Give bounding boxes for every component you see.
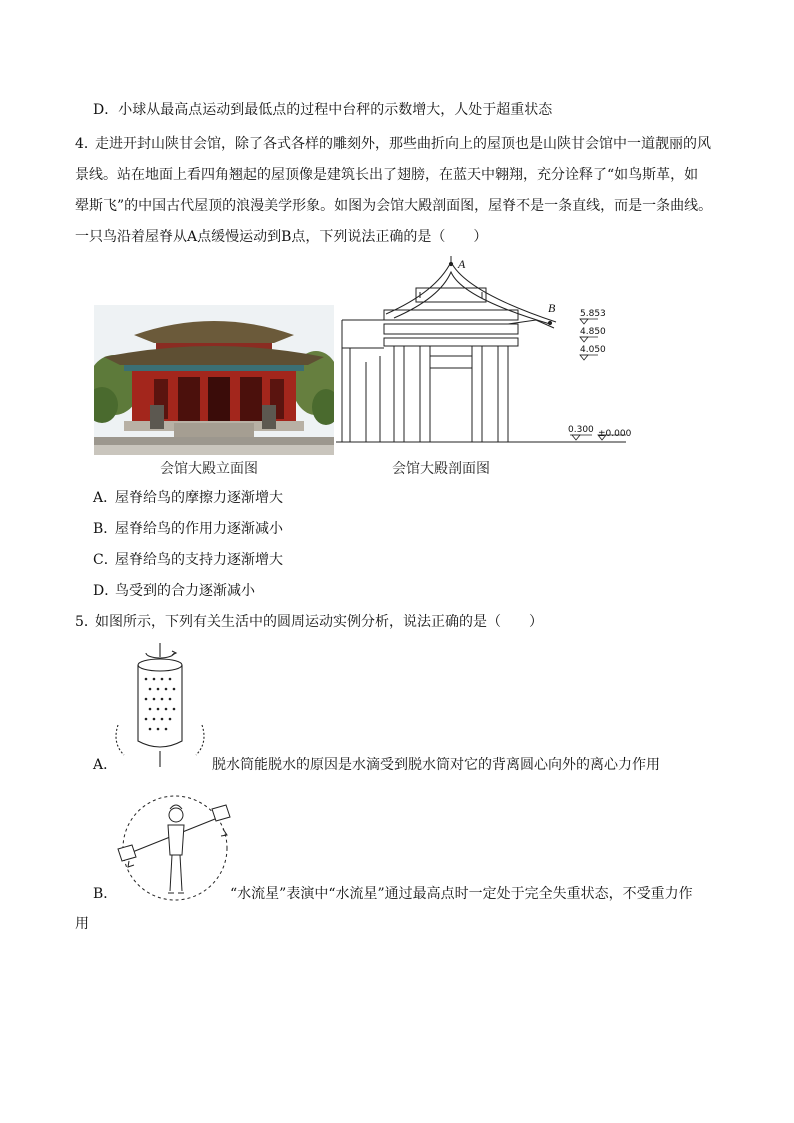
option-letter: B． bbox=[93, 521, 118, 537]
q5-option-a-letter: A． bbox=[93, 757, 118, 773]
point-a-label: A bbox=[458, 257, 466, 271]
option-letter: C． bbox=[93, 552, 118, 568]
temple-elevation-photo bbox=[94, 305, 334, 455]
option-text: 屋脊给鸟的摩擦力逐渐增大 bbox=[115, 490, 283, 506]
q4-option-b bbox=[93, 519, 283, 539]
q4-text-line-2: 景线。站在地面上看四角翘起的屋顶像是建筑长出了翅膀，在蓝天中翱翔，充分诠释了“如鸟斯革，如 bbox=[75, 167, 699, 183]
elevation-4050: 4.050 bbox=[580, 345, 606, 355]
q4-text-line-1: 走进开封山陕甘会馆，除了各式各样的雕刻外，那些曲折向上的屋顶也是山陕甘会馆中一道靓丽的风 bbox=[95, 136, 711, 152]
q3-option-d: D．小球从最高点运动到最低点的过程中台秤的示数增大，人处于超重状态 bbox=[93, 102, 553, 118]
water-meteor-performer-figure bbox=[112, 795, 238, 901]
q5-number: 5． bbox=[75, 614, 98, 630]
q5-stem: 如图所示，下列有关生活中的圆周运动实例分析，说法正确的是（ ） bbox=[95, 614, 543, 630]
q4-number: 4． bbox=[75, 136, 98, 152]
temple-section-drawing bbox=[336, 252, 636, 452]
option-letter: A． bbox=[93, 490, 118, 506]
q5-option-a-text: 脱水筒能脱水的原因是水滴受到脱水筒对它的背离圆心向外的离心力作用 bbox=[212, 757, 660, 773]
q5-option-b-text-cont: 用 bbox=[75, 916, 89, 932]
q4-text-line-3: 翚斯飞”的中国古代屋顶的浪漫美学形象。如图为会馆大殿剖面图，屋脊不是一条直线，而是一条曲线。 bbox=[75, 198, 713, 214]
q5-option-b-letter: B． bbox=[93, 886, 118, 902]
spin-dryer-drum-figure bbox=[110, 643, 210, 771]
point-b-label: B bbox=[548, 301, 556, 315]
elevation-0300: 0.300 bbox=[568, 425, 594, 435]
option-letter: D． bbox=[93, 583, 119, 599]
elevation-0000: ±0.000 bbox=[598, 429, 632, 439]
caption-section: 会馆大殿剖面图 bbox=[392, 461, 490, 477]
q5-option-b-text: “水流星”表演中“水流星”通过最高点时一定处于完全失重状态，不受重力作 bbox=[230, 886, 693, 902]
option-text: 鸟受到的合力逐渐减小 bbox=[115, 583, 255, 599]
q4-option-c bbox=[93, 550, 283, 570]
option-text: 屋脊给鸟的支持力逐渐增大 bbox=[115, 552, 283, 568]
elevation-4850: 4.850 bbox=[580, 327, 606, 337]
q4-text-line-4: 一只鸟沿着屋脊从A点缓慢运动到B点，下列说法正确的是（ ） bbox=[75, 229, 488, 245]
option-text: 屋脊给鸟的作用力逐渐减小 bbox=[115, 521, 283, 537]
q4-option-a bbox=[93, 488, 283, 508]
caption-elevation: 会馆大殿立面图 bbox=[160, 461, 258, 477]
q4-option-d bbox=[93, 581, 255, 601]
elevation-5853: 5.853 bbox=[580, 309, 606, 319]
